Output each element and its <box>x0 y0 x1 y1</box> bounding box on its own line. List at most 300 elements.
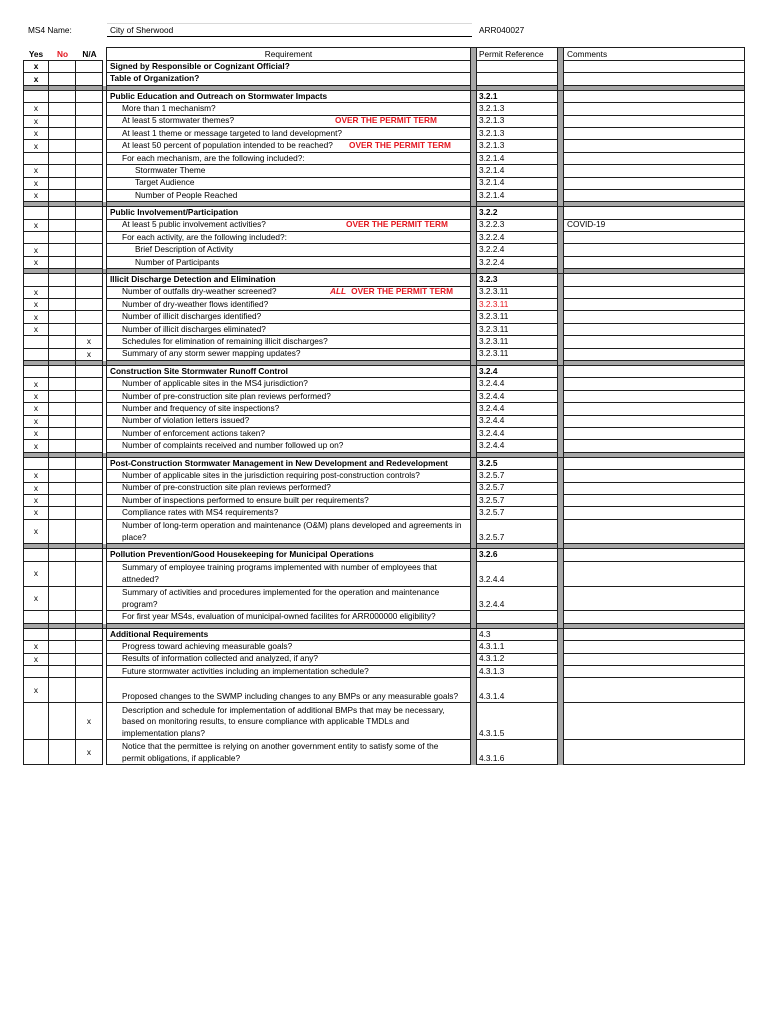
comments-cell <box>564 220 745 232</box>
no-cell <box>49 349 76 361</box>
na-cell <box>76 178 103 190</box>
permit-reference-text: 3.2.3.11 <box>479 323 509 334</box>
requirement-row <box>23 391 745 403</box>
requirement-row <box>23 299 745 311</box>
requirement-cell <box>107 520 471 545</box>
requirements-table <box>23 47 745 765</box>
yes-cell: x <box>23 483 49 495</box>
yes-cell: x <box>23 641 49 653</box>
na-cell <box>76 562 103 587</box>
requirement-cell <box>107 654 471 666</box>
permit-reference-cell <box>477 73 558 85</box>
comments-cell <box>564 440 745 452</box>
requirement-row <box>23 116 745 128</box>
requirement-text: More than 1 mechanism? <box>122 102 216 113</box>
requirement-row <box>23 587 745 612</box>
yes-cell: x <box>23 220 49 232</box>
yes-cell: x <box>23 403 49 415</box>
requirement-cell <box>107 495 471 507</box>
requirement-text: Number of outfalls dry-weather screened? <box>122 286 277 297</box>
na-cell <box>76 641 103 653</box>
no-cell <box>49 470 76 482</box>
requirement-text-line: Summary of employee training programs implemented with number of employees that <box>122 562 437 573</box>
requirement-text: Number of enforcement actions taken? <box>122 427 265 438</box>
permit-reference-cell <box>477 311 558 323</box>
no-cell <box>49 287 76 299</box>
yes-cell: x <box>23 244 49 256</box>
section-title: Public Involvement/Participation <box>110 207 239 218</box>
requirement-cell <box>107 311 471 323</box>
yes-cell: x <box>23 562 49 587</box>
requirement-text: Number of Participants <box>135 256 220 267</box>
comments-cell <box>564 287 745 299</box>
comments-cell <box>564 116 745 128</box>
na-cell <box>76 483 103 495</box>
requirement-cell <box>107 103 471 115</box>
comments-cell <box>564 666 745 678</box>
requirement-row <box>23 440 745 452</box>
yes-cell <box>23 274 49 286</box>
requirement-text-line: program? <box>122 598 158 609</box>
requirement-row <box>23 483 745 495</box>
no-cell <box>49 428 76 440</box>
requirement-text: At least 5 stormwater themes? <box>122 115 235 126</box>
requirement-text: Number of dry-weather flows identified? <box>122 298 269 309</box>
na-cell <box>76 495 103 507</box>
requirement-text: Progress toward achieving measurable goals? <box>122 641 293 652</box>
permit-reference-cell <box>477 678 558 703</box>
yes-cell: x <box>23 416 49 428</box>
requirement-cell <box>107 207 471 219</box>
requirement-cell <box>107 91 471 103</box>
na-cell: x <box>76 703 103 740</box>
permit-reference-cell <box>477 416 558 428</box>
permit-term-note <box>346 219 448 231</box>
comments-cell <box>564 311 745 323</box>
requirement-text: At least 5 public involvement activities? <box>122 219 266 230</box>
comments-cell <box>564 549 745 561</box>
permit-reference-cell <box>477 458 558 470</box>
requirement-cell <box>107 116 471 128</box>
na-header-label: N/A <box>82 48 97 59</box>
yes-cell: x <box>23 495 49 507</box>
permit-reference-text: 3.2.4 <box>479 365 498 376</box>
requirement-row <box>23 140 745 152</box>
comments-cell <box>564 495 745 507</box>
no-cell <box>49 629 76 641</box>
comments-cell <box>564 299 745 311</box>
section-heading-row <box>23 73 745 85</box>
requirement-text: Number of applicable sites in the jurisdiction requiring post-construction controls? <box>122 469 420 480</box>
permit-reference-text: 3.2.6 <box>479 549 498 560</box>
note-text: OVER THE PERMIT TERM <box>335 115 437 126</box>
yes-cell <box>23 549 49 561</box>
requirement-row <box>23 220 745 232</box>
na-cell <box>76 153 103 165</box>
na-cell <box>76 311 103 323</box>
requirement-text: Number of pre-construction site plan reviews performed? <box>122 390 331 401</box>
no-cell <box>49 207 76 219</box>
permit-reference-text: 3.2.4.4 <box>479 427 505 438</box>
permit-reference-text: 3.2.4.4 <box>479 574 505 585</box>
permit-reference-text: 3.2.3.11 <box>479 336 509 346</box>
yes-cell <box>23 611 49 623</box>
table-header-row <box>23 47 745 61</box>
section-heading-row <box>23 274 745 286</box>
permit-reference-cell <box>477 666 558 678</box>
permit-reference-cell <box>477 629 558 641</box>
requirement-cell <box>107 440 471 452</box>
section-title: Public Education and Outreach on Stormwater Impacts <box>110 90 328 101</box>
no-cell <box>49 128 76 140</box>
comments-cell <box>564 366 745 378</box>
yes-cell: x <box>23 470 49 482</box>
comments-cell <box>564 178 745 190</box>
no-cell <box>49 274 76 286</box>
note-text: OVER THE PERMIT TERM <box>351 286 454 297</box>
yes-cell: x <box>23 103 49 115</box>
permit-reference-text: 3.2.5.7 <box>479 531 505 542</box>
na-cell <box>76 458 103 470</box>
no-cell <box>49 458 76 470</box>
permit-reference-cell <box>477 703 558 740</box>
requirement-cell <box>107 274 471 286</box>
permit-reference-cell <box>477 507 558 519</box>
requirement-text-line: Notice that the permittee is relying on another government entity to satisfy some of the <box>122 741 439 751</box>
requirement-cell <box>107 458 471 470</box>
na-cell <box>76 61 103 73</box>
section-title: Pollution Prevention/Good Housekeeping for Municipal Operations <box>110 549 374 560</box>
na-cell <box>76 428 103 440</box>
requirement-row <box>23 287 745 299</box>
requirement-cell <box>107 587 471 612</box>
permit-reference-cell <box>477 641 558 653</box>
note-text: OVER THE PERMIT TERM <box>349 140 451 151</box>
na-cell <box>76 103 103 115</box>
permit-reference-cell <box>477 336 558 348</box>
no-cell <box>49 378 76 390</box>
permit-reference-text: 3.2.1.4 <box>479 164 505 175</box>
requirement-text-line: place? <box>122 531 147 542</box>
requirement-text: Proposed changes to the SWMP including changes to any BMPs or any measurable goals? <box>122 690 459 701</box>
permit-reference-text: 3.2.3.11 <box>479 348 509 359</box>
permit-reference-cell <box>477 257 558 269</box>
requirement-column-header <box>107 47 471 61</box>
no-cell <box>49 416 76 428</box>
section-heading-row <box>23 207 745 219</box>
no-cell <box>49 666 76 678</box>
requirement-row <box>23 378 745 390</box>
yes-header-label: Yes <box>28 48 44 59</box>
na-cell <box>76 470 103 482</box>
permit-reference-cell <box>477 140 558 152</box>
yes-cell: x <box>23 128 49 140</box>
requirement-cell <box>107 299 471 311</box>
comments-cell <box>564 153 745 165</box>
requirement-cell <box>107 178 471 190</box>
permit-reference-cell <box>477 103 558 115</box>
na-cell <box>76 666 103 678</box>
requirement-cell <box>107 703 471 740</box>
permit-reference-text: 3.2.3.11 <box>479 286 509 297</box>
permit-number: ARR040027 <box>479 25 525 35</box>
requirement-row <box>23 244 745 256</box>
no-cell <box>49 520 76 545</box>
comments-cell <box>564 257 745 269</box>
requirement-cell <box>107 549 471 561</box>
permit-reference-text: 3.2.1.3 <box>479 102 505 113</box>
permit-reference-cell <box>477 287 558 299</box>
requirement-text: Summary of any storm sewer mapping updates? <box>122 348 301 359</box>
no-cell <box>49 178 76 190</box>
requirement-cell <box>107 61 471 73</box>
requirement-text: Target Audience <box>135 177 195 188</box>
permit-reference-cell <box>477 611 558 623</box>
comments-cell <box>564 629 745 641</box>
na-cell <box>76 165 103 177</box>
comments-cell <box>564 349 745 361</box>
permit-reference-cell <box>477 391 558 403</box>
requirement-row <box>23 666 745 678</box>
yes-cell: x <box>23 678 49 703</box>
na-cell <box>76 140 103 152</box>
requirement-text: Brief Description of Activity <box>135 244 234 255</box>
requirement-text-line: Number of long-term operation and maintenance (O&M) plans developed and agreements in <box>122 520 462 531</box>
requirement-cell <box>107 378 471 390</box>
na-cell: x <box>76 349 103 361</box>
permit-reference-text: 3.2.1.4 <box>479 177 505 188</box>
na-cell <box>76 587 103 612</box>
requirement-text: Compliance rates with MS4 requirements? <box>122 507 279 518</box>
yes-column-header <box>23 47 49 61</box>
comments-cell <box>564 654 745 666</box>
requirement-cell <box>107 507 471 519</box>
section-title: Signed by Responsible or Cognizant Official? <box>110 60 290 71</box>
requirement-cell <box>107 678 471 703</box>
no-cell <box>49 440 76 452</box>
comments-cell <box>564 207 745 219</box>
ms4-name-label: MS4 Name: <box>28 25 72 35</box>
no-cell <box>49 483 76 495</box>
na-cell <box>76 190 103 202</box>
requirement-text-line: attneded? <box>122 574 159 585</box>
requirement-cell <box>107 391 471 403</box>
permit-reference-cell <box>477 190 558 202</box>
permit-reference-text: 3.2.2.4 <box>479 244 505 255</box>
na-cell <box>76 507 103 519</box>
no-cell <box>49 641 76 653</box>
permit-reference-cell <box>477 378 558 390</box>
na-cell <box>76 128 103 140</box>
na-cell <box>76 232 103 244</box>
no-cell <box>49 336 76 348</box>
comments-cell <box>564 91 745 103</box>
permit-reference-text: 4.3.1.2 <box>479 653 505 664</box>
requirement-row <box>23 190 745 202</box>
no-cell <box>49 140 76 152</box>
no-cell <box>49 244 76 256</box>
requirement-row <box>23 641 745 653</box>
permit-reference-text: 3.2.4.4 <box>479 415 505 426</box>
no-cell <box>49 257 76 269</box>
permit-reference-text: 3.2.2.3 <box>479 219 505 230</box>
comments-cell <box>564 61 745 73</box>
section-title: Illicit Discharge Detection and Elimination <box>110 274 276 285</box>
permit-reference-text: 3.2.4.4 <box>479 390 505 401</box>
requirement-cell <box>107 244 471 256</box>
no-cell <box>49 549 76 561</box>
requirement-cell <box>107 470 471 482</box>
requirement-cell <box>107 324 471 336</box>
comments-cell <box>564 232 745 244</box>
requirement-row <box>23 611 745 623</box>
yes-cell <box>23 153 49 165</box>
yes-cell <box>23 232 49 244</box>
comment-text: COVID-19 <box>567 219 606 230</box>
comments-cell <box>564 336 745 348</box>
yes-cell <box>23 703 49 740</box>
na-cell <box>76 366 103 378</box>
na-column-header <box>76 47 103 61</box>
na-cell <box>76 91 103 103</box>
permit-reference-text: 3.2.2.4 <box>479 256 505 267</box>
permit-reference-cell <box>477 324 558 336</box>
requirement-row <box>23 165 745 177</box>
yes-cell: x <box>23 507 49 519</box>
requirement-text: Future stormwater activities including an implementation schedule? <box>122 665 369 676</box>
requirement-text-line: implementation plans? <box>122 727 206 738</box>
no-cell <box>49 61 76 73</box>
na-cell <box>76 73 103 85</box>
permit-reference-text: 3.2.4.4 <box>479 378 505 389</box>
permit-reference-cell <box>477 178 558 190</box>
permit-term-note <box>349 140 451 152</box>
permit-reference-cell <box>477 483 558 495</box>
section-heading-row <box>23 629 745 641</box>
yes-cell: x <box>23 116 49 128</box>
permit-reference-cell <box>477 274 558 286</box>
requirement-cell <box>107 128 471 140</box>
permit-reference-text: 3.2.4.4 <box>479 440 505 451</box>
requirement-row <box>23 495 745 507</box>
na-cell <box>76 244 103 256</box>
na-cell <box>76 678 103 703</box>
comments-cell <box>564 611 745 623</box>
requirement-cell <box>107 611 471 623</box>
requirement-row <box>23 403 745 415</box>
no-cell <box>49 587 76 612</box>
permit-reference-text: 3.2.1 <box>479 90 498 101</box>
comments-cell <box>564 703 745 740</box>
comments-cell <box>564 458 745 470</box>
no-cell <box>49 562 76 587</box>
permit-reference-cell <box>477 220 558 232</box>
permit-reference-cell <box>477 654 558 666</box>
comments-cell <box>564 244 745 256</box>
requirement-text: Results of information collected and analyzed, if any? <box>122 653 319 664</box>
no-cell <box>49 103 76 115</box>
yes-cell: x <box>23 257 49 269</box>
permit-reference-text: 3.2.5.7 <box>479 482 505 493</box>
no-cell <box>49 391 76 403</box>
comments-cell <box>564 587 745 612</box>
na-cell: x <box>76 336 103 348</box>
section-title: Table of Organization? <box>110 73 200 84</box>
permit-reference-cell <box>477 165 558 177</box>
yes-cell: x <box>23 324 49 336</box>
permit-reference-cell <box>477 207 558 219</box>
requirement-row <box>23 324 745 336</box>
section-title: Construction Site Stormwater Runoff Control <box>110 365 288 376</box>
requirement-header-label: Requirement <box>264 49 313 59</box>
permit-reference-text: 3.2.2.4 <box>479 231 505 242</box>
permit-reference-cell <box>477 587 558 612</box>
na-cell <box>76 207 103 219</box>
permit-reference-text: 3.2.3.11 <box>479 298 509 309</box>
requirement-row <box>23 562 745 587</box>
section-heading-row <box>23 458 745 470</box>
requirement-cell <box>107 190 471 202</box>
no-cell <box>49 507 76 519</box>
permit-reference-cell <box>477 116 558 128</box>
requirement-text: Number and frequency of site inspections? <box>122 402 280 413</box>
requirement-cell <box>107 740 471 765</box>
permit-reference-cell <box>477 232 558 244</box>
yes-cell: x <box>23 311 49 323</box>
no-cell <box>49 232 76 244</box>
na-cell <box>76 324 103 336</box>
requirement-text: Number of pre-construction site plan reviews performed? <box>122 482 331 493</box>
permit-reference-cell <box>477 403 558 415</box>
yes-cell: x <box>23 428 49 440</box>
permit-reference-text: 4.3.1.6 <box>479 752 505 763</box>
no-cell <box>49 678 76 703</box>
section-title: Post-Construction Stormwater Management in New Development and Redevelopment <box>110 457 448 468</box>
na-cell <box>76 287 103 299</box>
comments-cell <box>564 391 745 403</box>
requirement-row <box>23 153 745 165</box>
requirement-text-line: Summary of activities and procedures implemented for the operation and maintenance <box>122 587 440 598</box>
no-column-header <box>49 47 76 61</box>
requirement-text: At least 50 percent of population intended to be reached? <box>122 140 333 151</box>
no-cell <box>49 165 76 177</box>
no-cell <box>49 324 76 336</box>
permit-reference-text: 3.2.1.3 <box>479 140 505 151</box>
yes-cell <box>23 458 49 470</box>
section-title: Additional Requirements <box>110 628 209 639</box>
requirement-text: Number of applicable sites in the MS4 jurisdiction? <box>122 378 308 389</box>
na-cell <box>76 378 103 390</box>
permit-reference-text: 4.3.1.5 <box>479 727 505 738</box>
requirement-cell <box>107 232 471 244</box>
requirement-row <box>23 678 745 703</box>
requirement-cell <box>107 428 471 440</box>
comments-cell <box>564 520 745 545</box>
requirement-cell <box>107 336 471 348</box>
requirement-cell <box>107 73 471 85</box>
requirement-text: For each activity, are the following included?: <box>122 231 287 242</box>
requirement-text: Number of People Reached <box>135 189 238 200</box>
yes-cell <box>23 91 49 103</box>
comments-cell <box>564 428 745 440</box>
requirement-row <box>23 178 745 190</box>
permit-reference-text: 3.2.1.3 <box>479 127 505 138</box>
na-cell <box>76 440 103 452</box>
requirement-text: Stormwater Theme <box>135 164 206 175</box>
comments-cell <box>564 483 745 495</box>
permit-reference-text: 3.2.1.4 <box>479 189 505 200</box>
yes-cell: x <box>23 440 49 452</box>
